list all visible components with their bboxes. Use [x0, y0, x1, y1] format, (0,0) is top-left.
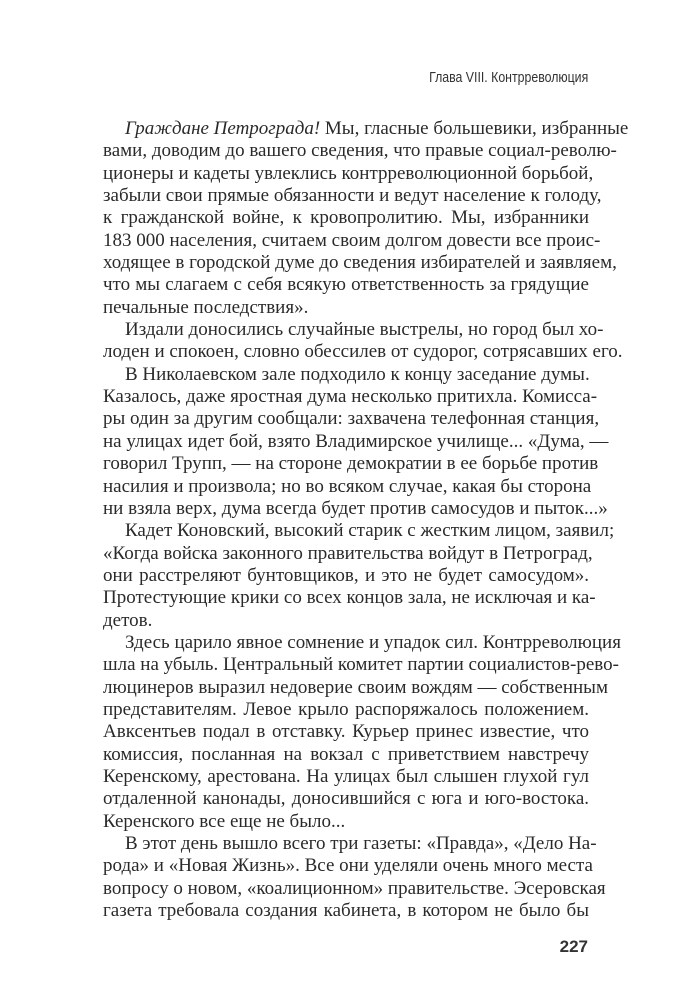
text-line — [103, 386, 598, 408]
line-text: «Когда войска законного правительства войдут в Петроград, — [103, 542, 593, 564]
line-text: забыли свои прямые обязанности и ведут население к голоду, — [103, 185, 602, 207]
text-line — [103, 297, 589, 319]
text-line — [103, 744, 589, 766]
body-text — [103, 118, 629, 922]
text-line — [103, 699, 589, 721]
line-text: Протестующие крики со всех концов зала, не исключая и ка- — [103, 587, 596, 609]
text-line — [103, 520, 615, 542]
text-line — [103, 587, 596, 609]
line-text: рода» и «Новая Жизнь». Все они уделяли очень много места — [103, 855, 593, 877]
line-text: печальные последствия». — [103, 296, 309, 318]
line-text: 183 000 населения, считаем своим долгом довести все проис- — [103, 229, 601, 251]
line-text: газета требовала создания кабинета, в котором не было бы — [103, 900, 589, 922]
text-line — [103, 833, 597, 855]
line-text: говорил Трупп, — на стороне демократии в ее борьбе против — [103, 453, 599, 475]
text-line — [103, 341, 623, 363]
line-text: что мы слагаем с себя всякую ответственность за грядущие — [103, 274, 589, 296]
text-line — [103, 900, 589, 922]
line-text: они расстреляют бунтовщиков, и это не будет самосудом». — [103, 564, 589, 586]
line-text: ры один за другим сообщали: захвачена телефонная станция, — [103, 408, 600, 430]
text-line — [103, 631, 621, 654]
text-line — [103, 319, 604, 341]
text-line — [103, 229, 601, 252]
text-line — [103, 811, 589, 833]
text-line — [103, 475, 592, 498]
line-text: ходящее в городской думе до сведения избирателей и заявляем, — [103, 252, 617, 274]
line-text: вами, доводим до вашего сведения, что правые социал-револю- — [103, 140, 617, 162]
text-line — [103, 408, 600, 430]
line-text: В этот день вышло всего три газеты: «Правда», «Дело На- — [125, 833, 597, 854]
text-line — [103, 207, 589, 229]
line-text: детов. — [103, 609, 153, 631]
line-text: вопросу о новом, «коалиционном» правительстве. Эсеровская — [103, 877, 606, 899]
line-text: люцинеров выразил недоверие своим вождям — собственным — [103, 676, 608, 698]
line-text: на улицах идет бой, взято Владимирское училище... «Дума, — — [103, 430, 609, 452]
text-line — [103, 721, 589, 743]
text-line — [103, 162, 594, 185]
text-line — [103, 855, 593, 877]
text-line: Граждане Петрограда! Мы, гласные большевики, избранные — [125, 118, 629, 139]
line-text: ни взяла верх, дума всегда будет против самосудов и пыток...» — [103, 497, 608, 519]
line-text: Керенского все еще не было... — [103, 810, 346, 832]
italic-text: Граждане Петрограда! — [125, 118, 321, 139]
line-text: Здесь царило явное сомнение и упадок сил. Контрреволюция — [125, 631, 621, 653]
line-text: В Николаевском зале подходило к концу заседание думы. — [125, 363, 590, 385]
text-line — [103, 364, 589, 386]
text-line — [103, 654, 619, 676]
text-line — [103, 877, 606, 900]
text-line — [103, 565, 589, 587]
text-line — [103, 766, 589, 788]
line-text: Издали доносились случайные выстрелы, но город был хо- — [125, 319, 604, 341]
text-line — [103, 252, 617, 274]
text-line — [103, 430, 609, 453]
line-text: насилия и произвола; но во всяком случае, какая бы сторона — [103, 475, 592, 497]
text-line — [103, 788, 589, 810]
line-text: комиссия, посланная на вокзал с приветствием навстречу — [103, 743, 589, 765]
line-text: Керенскому, арестована. На улицах был слышен глухой гул — [103, 765, 589, 787]
text-line — [103, 140, 617, 162]
line-text: шла на убыль. Центральный комитет партии социалистов-рево- — [103, 654, 619, 676]
line-text: к гражданской войне, к кровопролитию. Мы, избранники — [103, 207, 589, 229]
line-text: ционеры и кадеты увлеклись контрреволюционной борьбой, — [103, 162, 594, 184]
line-text: Казалось, даже яростная дума несколько притихла. Комисса- — [103, 386, 598, 408]
line-text: лоден и спокоен, словно обессилев от судорог, сотрясавших его. — [103, 341, 623, 363]
line-text: представителям. Левое крыло распоряжалось положением. — [103, 698, 589, 720]
text-line — [103, 676, 608, 699]
text-line — [103, 497, 608, 520]
line-text: отдаленной канонады, доносившийся с юга и юго-востока. — [103, 788, 589, 810]
line-text: Авксентьев подал в отставку. Курьер принес известие, что — [103, 721, 589, 743]
line-text: Кадет Коновский, высокий старик с жестким лицом, заявил; — [125, 520, 615, 542]
text-line — [103, 542, 593, 565]
text-line — [103, 274, 589, 296]
running-header: Глава VIII. Контрреволюция — [428, 70, 588, 86]
text-line — [103, 185, 602, 207]
page-number: 227 — [559, 937, 588, 956]
text-line — [103, 610, 589, 632]
text-line — [103, 453, 599, 475]
